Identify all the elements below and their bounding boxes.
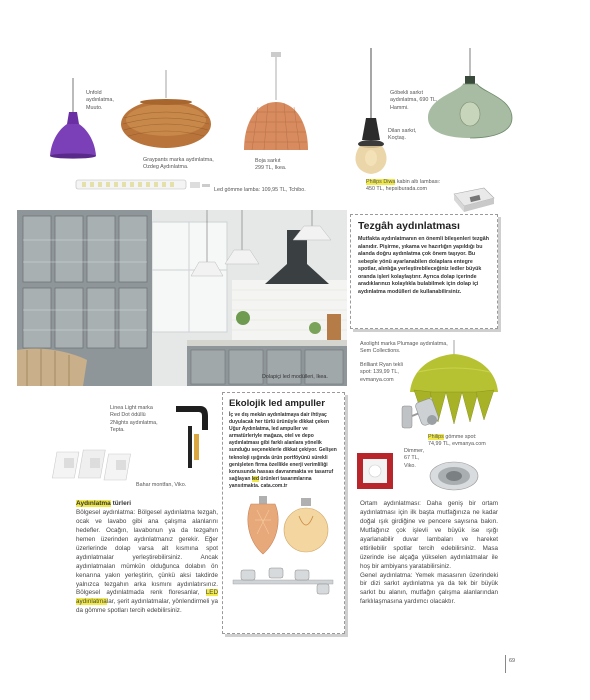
philips-gomme-text: gömme spot: 74,99 TL, evmanya.com <box>428 434 486 448</box>
philips-diwa-brand: Philips Diwa <box>366 179 396 185</box>
linea-caption: Linea Light marka Red Dot ödüllü 2Nights aydınlatma, Tepta. <box>110 405 158 433</box>
ekolojik-title: Ekolojik led ampuller <box>229 398 325 409</box>
page-number: 69 <box>509 658 516 664</box>
brilliant-caption: Brilliant Ryan tekli spot: 139,99 TL, evmanya.com <box>360 362 403 383</box>
graypants-lamp-image <box>120 70 212 156</box>
dimmer-image <box>357 453 393 489</box>
dolapici-caption: Dolapiçi led modülleri, Ikea. <box>262 374 328 380</box>
dimmer-caption: Dimmer, 67 TL, Viko. <box>404 448 425 469</box>
ekolojik-body: İç ve dış mekân aydınlatmaya dair ihtiyaç duyulacak her türlü ürünüyle dikkat çeken Uğur Aydınlatma, led ampuller ve armatürleriyle mağaza, otel ve depo aydınlatması gibi farklı alanlara yönelik sunduğu seçeneklerle dikkat çekiyor. Gelişen teknoloji ışığında ürün portföyünü sürekli genişleten firma özellikle enerji verimliliği konusunda hassas davranmakta ve tasarruf sağlayan led ürünleri tasarımlarına yansıtmakta. cata.com.tr <box>229 412 337 489</box>
spot-bar-image <box>229 566 339 598</box>
boja-caption: Boja sarkıt 299 TL, Ikea. <box>255 158 287 172</box>
led-gomme-caption: Led gömme lamba: 109,95 TL, Tchibo. <box>214 187 306 193</box>
graypants-caption: Graypants marka aydınlatma, Ozdeg Aydınlatma. <box>143 157 214 171</box>
bahar-caption: Bahar montfan, Viko. <box>136 482 187 488</box>
bahar-switches-image <box>48 446 140 486</box>
ekolojik-box <box>222 392 345 634</box>
philips-gomme-brand: Philips <box>428 434 444 440</box>
tezgah-box <box>350 214 498 329</box>
brilliant-spot-image <box>400 392 440 434</box>
philips-gomme-caption <box>428 434 498 449</box>
tezgah-body: Mutfakta aydınlatmanın en önemli bileşenleri tezgâh alanıdır. Pişirme, yıkama ve hazırlığın yapıldığı bu alanda doğru aydınlatma çok önem taşıyor. Bu sebeple yönü ayarlanabilen dolaplara entegre spotlar, alınlığa yerleştirebileceğiniz ledler büyük oranda işleri kolaylaştırır. Ayrıca dolap içerinde aradıklarınızı kolaylıkla bulabilmek için dolap içi aydınlatma modülleri de kullanabilirsiniz. <box>358 236 489 295</box>
gobekli-caption: Göbekli sarkıt aydınlatma, 690 TL, Hammi. <box>390 90 438 111</box>
dilan-lamp-image <box>346 48 396 178</box>
page-divider <box>505 655 506 673</box>
philips-diwa-image <box>450 184 496 218</box>
tezgah-title: Tezgâh aydınlatması <box>358 220 460 232</box>
axolight-caption: Axolight marka Plumage aydınlatma, Sem Collections. <box>360 341 448 355</box>
kitchen-photo <box>17 210 347 386</box>
boja-lamp-image <box>238 52 314 152</box>
right-column-text: Ortam aydınlatması: Daha geniş bir ortam aydınlatması için ilk başta mutfağınıza ne kadar doğal ışık girdiğine ve pencere sayısına bakın. Mutfağınız çok işlevli ve büyük ise ışığı ayarlanabilir duvar lambaları ve hareket ettirilebilir spotlar tercih edebilirsiniz. Masa üzerinde ise alçağa yükselen aydınlatmalar ile hoş bir ambiyans yaratabilirsiniz. Genel aydınlatma: Yemek masasının üzerindeki bir dizi sarkıt aydınlatma ya da tek bir büyük sarkıt bu alanın, mutfağın çalışma alanlarından farklılaşmasına yardımcı olacaktır. <box>360 500 498 606</box>
dilan-caption: Dilan sarkıt, Koçtaş. <box>388 128 417 142</box>
linea-lamp-image <box>174 404 214 470</box>
led-bulbs-image <box>229 494 339 562</box>
unfold-caption: Unfold aydınlatma, Muuto. <box>86 90 114 111</box>
aydinlatma-turleri-heading: Aydınlatma türleri <box>76 500 132 507</box>
bolgesel-text: Bölgesel aydınlatma: Bölgesel aydınlatma tezgah, ocak ve lavabo gibi ana çalışma alanlarını hedefler. Ocağın, lavabonun ya da tezgahın hemen üzerinden aydınlatmanız gerekir. Eğer üzerlerinde dolap varsa alt kısmına spot aydınlatmalar yerleştirebilirsiniz. Ancak aydınlatmaları mümkün olduğunca dolabın ön kenarına yakın yerleştirin, çünkü aksi takdirde yalnızca tezgahın arka kısmını aydınlatırsınız. Bölgesel aydınlatmada renk floresanlar, LED aydınlatmalar, şerit aydınlatmalar, yönlendirmeli ya da gömme spotları tercih edebilirsiniz. <box>76 509 218 615</box>
philips-diwa-text: kabin altı lambası: 450 TL, hepsiburada.com <box>366 179 441 193</box>
led-strip-image <box>74 176 214 194</box>
left-column-text <box>76 500 218 616</box>
